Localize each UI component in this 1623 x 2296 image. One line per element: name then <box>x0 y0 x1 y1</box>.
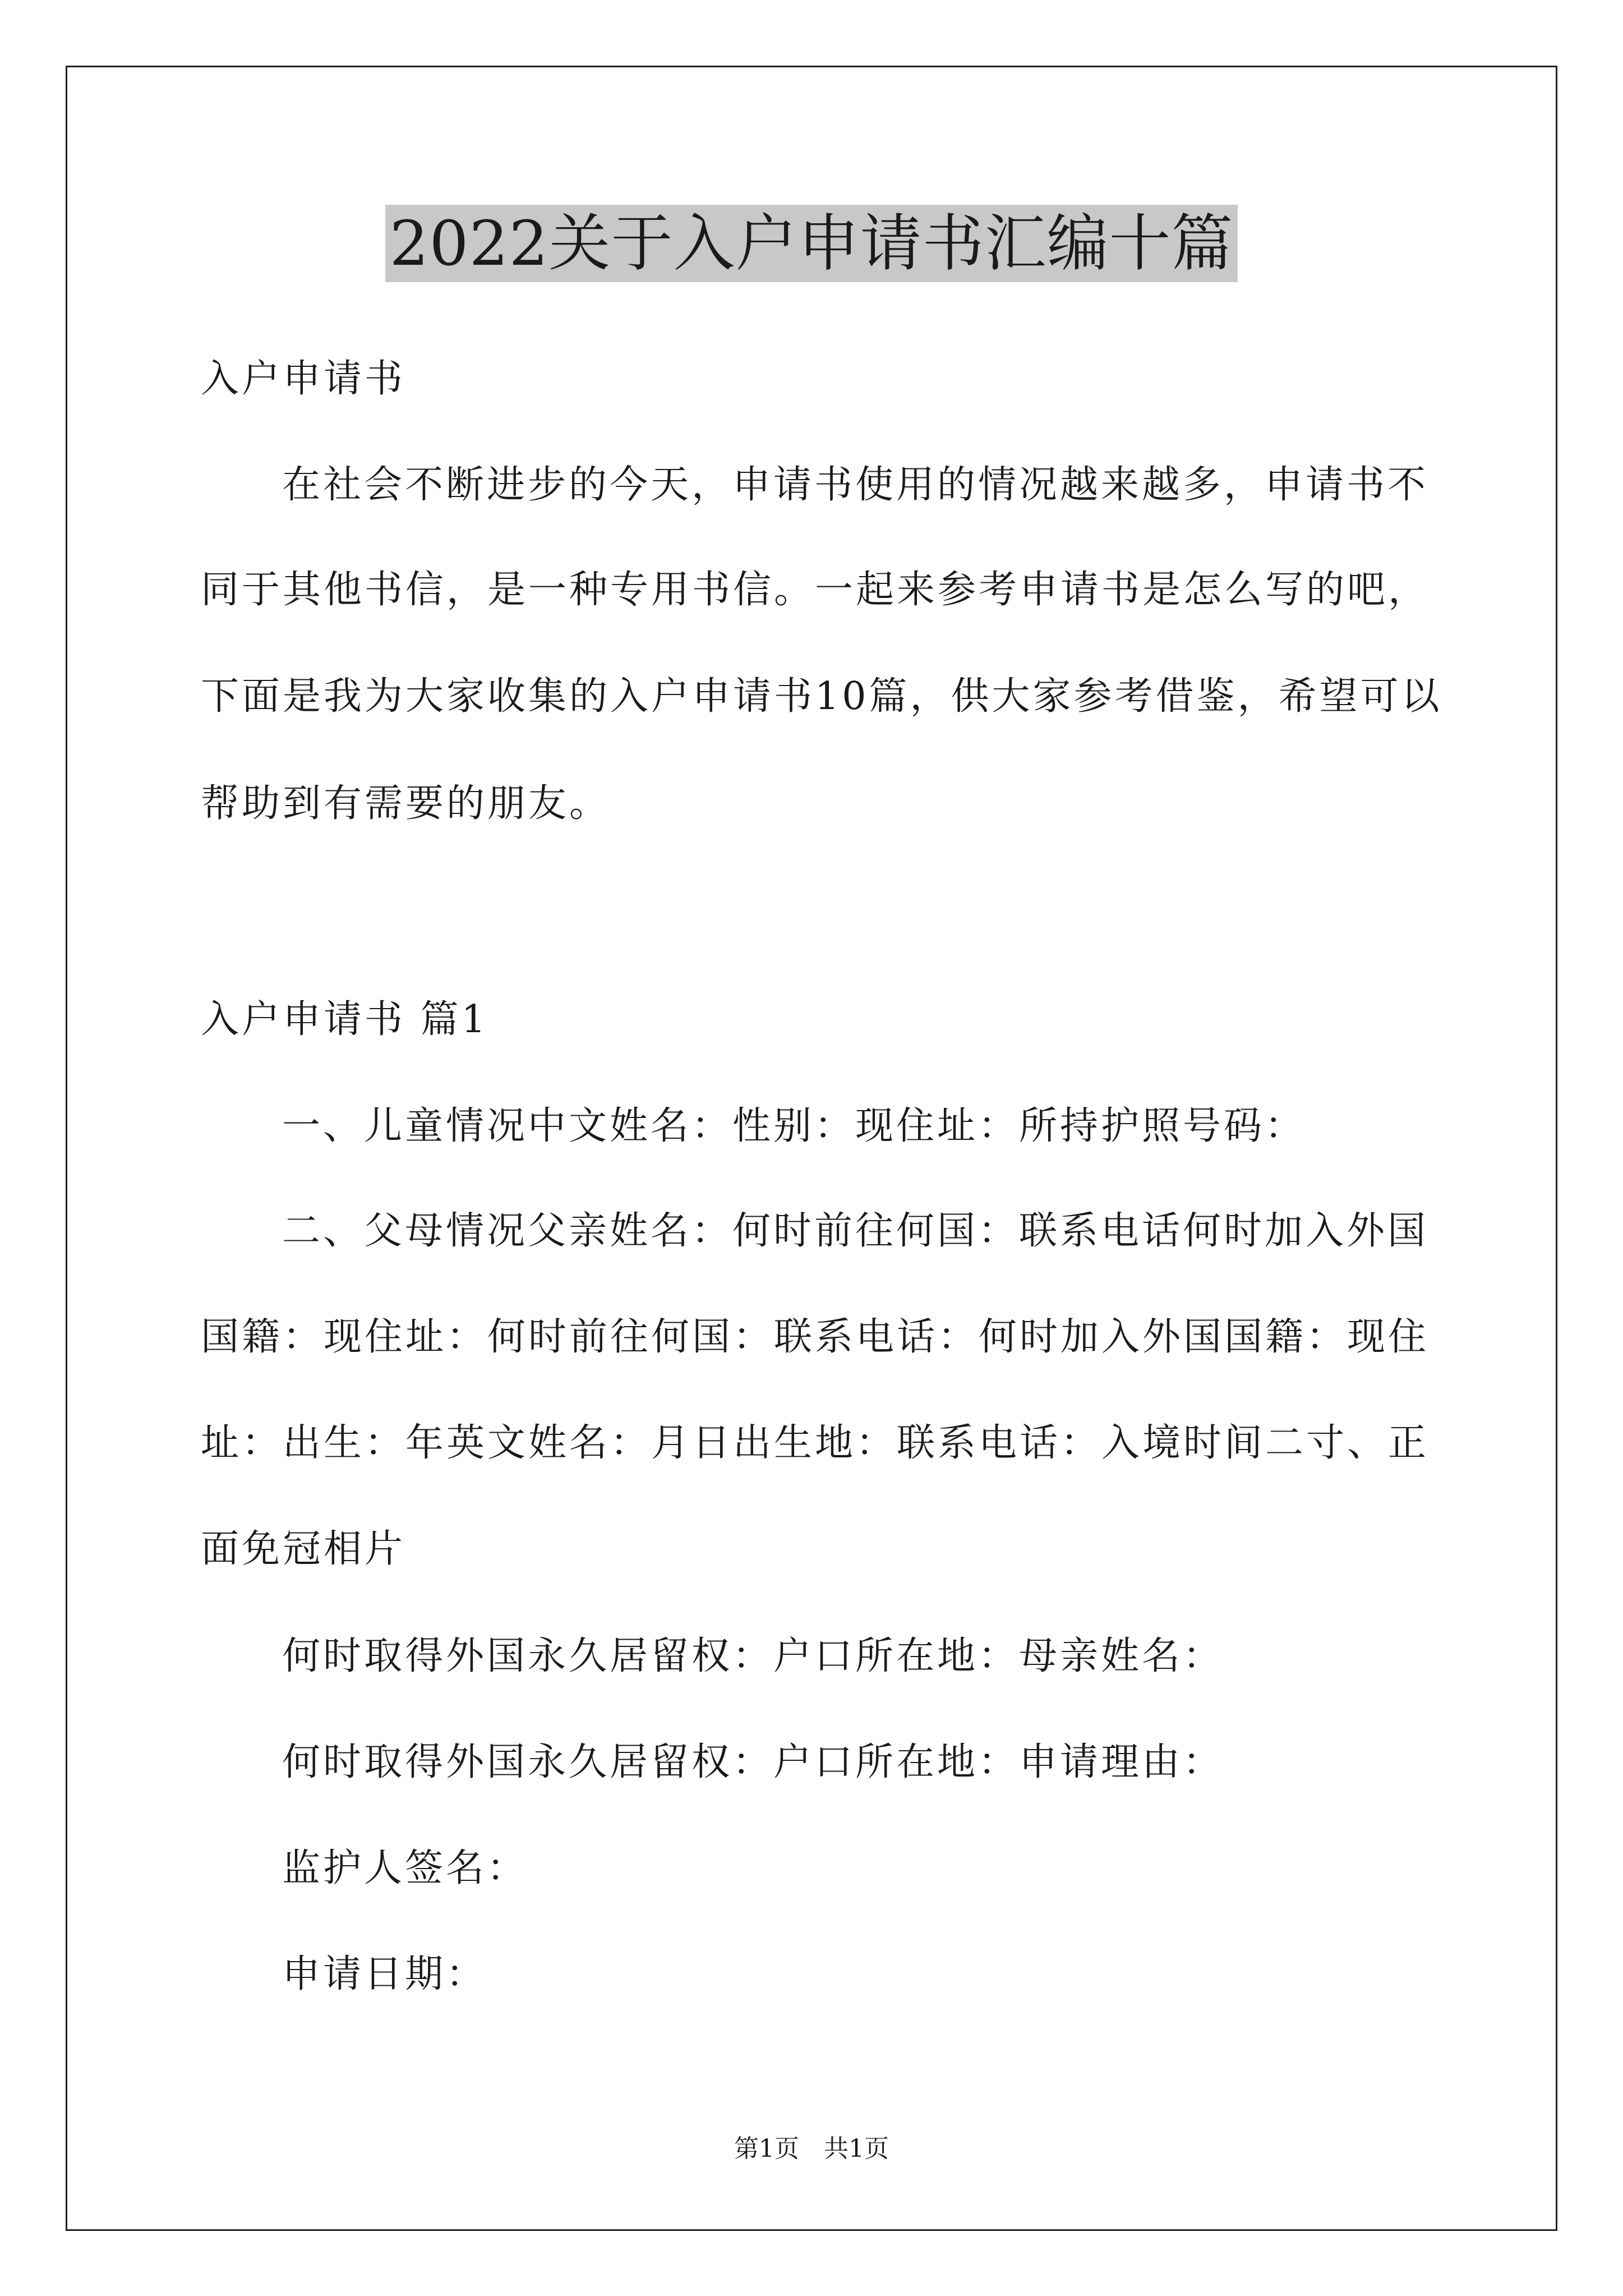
intro-line: 帮助到有需要的朋友。 <box>201 781 611 826</box>
section-heading: 入户申请书 <box>201 357 406 401</box>
body-line: 申请日期： <box>282 1952 487 1996</box>
document-title: 2022关于入户申请书汇编十篇 <box>385 205 1238 282</box>
body-line: 何时取得外国永久居留权：户口所在地：母亲姓名： <box>282 1634 1224 1678</box>
body-line: 二、父母情况父亲姓名：何时前往何国：联系电话何时加入外国 <box>282 1209 1429 1253</box>
title-container <box>0 205 1623 282</box>
body-line: 址：出生：年英文姓名：月日出生地：联系电话：入境时间二寸、正 <box>201 1421 1430 1465</box>
intro-line: 下面是我为大家收集的入户申请书10篇，供大家参考借鉴，希望可以 <box>201 674 1442 719</box>
intro-line: 同于其他书信，是一种专用书信。一起来参考申请书是怎么写的吧， <box>201 568 1430 612</box>
page-footer: 第1页 共1页 <box>734 2134 889 2163</box>
body-line: 国籍：现住址：何时前往何国：联系电话：何时加入外国国籍：现住 <box>201 1315 1430 1359</box>
body-line: 面免冠相片 <box>201 1527 406 1571</box>
intro-line: 在社会不断进步的今天，申请书使用的情况越来越多，申请书不 <box>282 463 1429 507</box>
body-line: 何时取得外国永久居留权：户口所在地：申请理由： <box>282 1740 1224 1784</box>
article-heading: 入户申请书 篇1 <box>201 997 488 1042</box>
body-line: 一、儿童情况中文姓名：性别：现住址：所持护照号码： <box>282 1104 1306 1148</box>
body-line: 监护人签名： <box>282 1846 528 1890</box>
